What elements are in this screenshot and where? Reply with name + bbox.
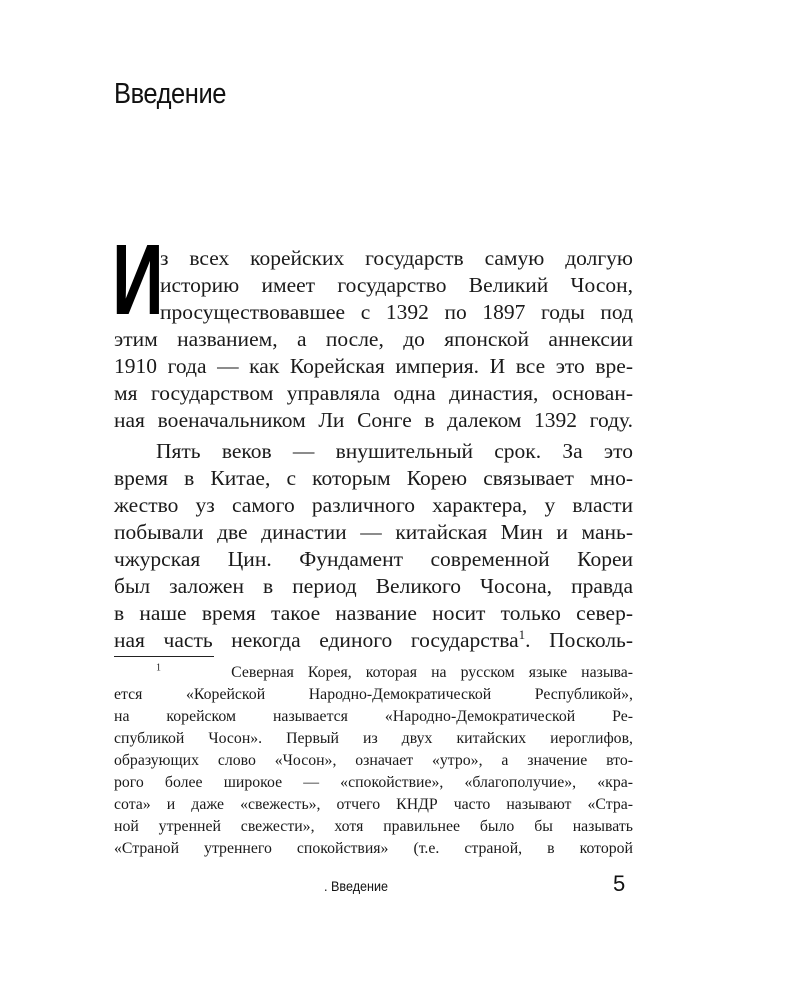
body-line: жество уз самого различного характера, у власти [114, 493, 633, 517]
footnote-line: сота» и даже «свежесть», отчего КНДР часто называют «Стра- [114, 796, 633, 813]
body-line: ная военачальником Ли Сонге в далеком 1392 году. [114, 408, 633, 432]
body-line: в наше время такое название носит только север- [114, 601, 633, 625]
drop-cap: И [112, 224, 164, 336]
page-title: Введение [114, 78, 227, 110]
body-line: Пять веков — внушительный срок. За это [156, 439, 633, 463]
body-line: этим названием, а после, до японской аннексии [114, 327, 633, 351]
footnote-line: спубликой Чосон». Первый из двух китайских иероглифов, [114, 730, 633, 747]
body-line: просуществовавшее с 1392 по 1897 годы под [160, 300, 633, 324]
running-head: . Введение [324, 878, 389, 894]
footnote-text: Северная Корея, которая на русском языке называ- [231, 664, 633, 681]
body-line: чжурская Цин. Фундамент современной Кореи [114, 547, 633, 571]
body-line: был заложен в период Великого Чосона, правда [114, 574, 633, 598]
body-line: з всех корейских государств самую долгую [160, 246, 633, 270]
body-line: мя государством управляла одна династия, основан- [114, 381, 633, 405]
footnote-line [156, 663, 633, 683]
body-line-text: ная часть некогда единого государства [114, 628, 519, 652]
footnote-line: рого более широкое — «спокойствие», «благополучие», «кра- [114, 774, 633, 791]
footnote-marker: 1 [156, 662, 161, 674]
footnote-line: ной утренней свежести», хотя правильнее было бы называть [114, 818, 633, 835]
page-number: 5 [613, 871, 626, 896]
body-line: 1910 года — как Корейская империя. И все это вре- [114, 354, 633, 378]
body-line: побывали две династии — китайская Мин и мань- [114, 520, 633, 544]
footnote-line: на корейском называется «Народно-Демократической Ре- [114, 708, 633, 725]
footnote-rule [114, 656, 214, 657]
body-line: время в Китае, с которым Корею связывает мно- [114, 466, 633, 490]
footnote-reference: 1 [518, 626, 526, 642]
body-line [114, 627, 633, 654]
body-line-text: . Посколь- [525, 628, 634, 652]
footnote-line: образующих слово «Чосон», означает «утро», а значение вто- [114, 752, 633, 769]
body-line: историю имеет государство Великий Чосон, [160, 273, 633, 297]
footnote-line: ется «Корейской Народно-Демократической Республикой», [114, 686, 633, 703]
footnote-line: «Страной утреннего спокойствия» (т.е. страной, в которой [114, 840, 633, 857]
